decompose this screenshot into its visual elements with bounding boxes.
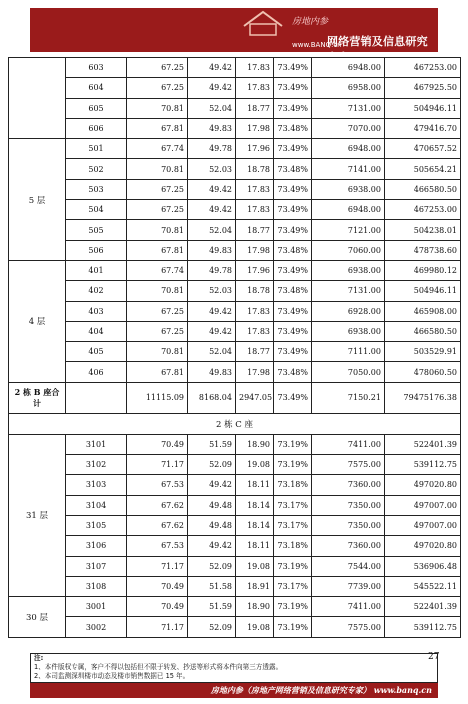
table-cell: 71.17 — [127, 455, 188, 475]
table-cell: 73.48% — [274, 159, 312, 179]
table-cell: 51.58 — [188, 576, 236, 596]
table-cell: 73.18% — [274, 536, 312, 556]
table-cell: 73.19% — [274, 455, 312, 475]
table-cell: 7360.00 — [312, 536, 385, 556]
table-row — [9, 58, 461, 78]
house-logo-icon — [240, 10, 286, 36]
table-cell: 49.78 — [188, 139, 236, 159]
table-cell: 18.11 — [236, 536, 274, 556]
table-cell: 73.49% — [274, 200, 312, 220]
table-cell: 539112.75 — [385, 455, 461, 475]
table-cell: 52.09 — [188, 617, 236, 637]
table-cell: 6938.00 — [312, 179, 385, 199]
table-cell: 49.42 — [188, 475, 236, 495]
table-cell: 73.49% — [274, 220, 312, 240]
table-cell: 7739.00 — [312, 576, 385, 596]
table-cell: 67.25 — [127, 179, 188, 199]
subtotal-cell: 73.49% — [274, 382, 312, 413]
room-number: 3106 — [66, 536, 127, 556]
table-cell: 67.81 — [127, 362, 188, 382]
table-cell: 70.49 — [127, 434, 188, 454]
table-cell: 49.83 — [188, 118, 236, 138]
footer-text: 房地内参（房地产网络营销及信息研究专家） www.banq.cn — [210, 685, 432, 695]
room-number: 504 — [66, 200, 127, 220]
table-cell: 18.77 — [236, 220, 274, 240]
section-row — [9, 413, 461, 434]
table-cell: 73.49% — [274, 58, 312, 78]
table-cell: 49.78 — [188, 260, 236, 280]
table-cell: 18.90 — [236, 597, 274, 617]
header-title: 网络营销及信息研究专家 — [327, 35, 428, 64]
table-cell: 6938.00 — [312, 321, 385, 341]
table-cell: 467253.00 — [385, 58, 461, 78]
room-number: 502 — [66, 159, 127, 179]
table-cell: 19.08 — [236, 617, 274, 637]
table-cell: 7111.00 — [312, 342, 385, 362]
floor-label: 4 层 — [9, 260, 66, 382]
table-cell: 7544.00 — [312, 556, 385, 576]
table-cell: 67.53 — [127, 475, 188, 495]
floor-label: 30 层 — [9, 597, 66, 638]
table-cell: 52.04 — [188, 342, 236, 362]
table-row — [9, 495, 461, 515]
floor-label — [9, 58, 66, 139]
room-number: 402 — [66, 281, 127, 301]
table-cell: 49.83 — [188, 240, 236, 260]
table-row — [9, 576, 461, 596]
table-cell: 539112.75 — [385, 617, 461, 637]
table-cell: 67.81 — [127, 240, 188, 260]
table-cell: 522401.39 — [385, 597, 461, 617]
table-cell: 17.83 — [236, 301, 274, 321]
table-cell: 7060.00 — [312, 240, 385, 260]
unit-price-table — [8, 57, 461, 638]
table-cell: 467925.50 — [385, 78, 461, 98]
table-row — [9, 455, 461, 475]
table-cell: 17.96 — [236, 139, 274, 159]
table-cell: 67.25 — [127, 78, 188, 98]
table-cell: 497020.80 — [385, 536, 461, 556]
table-row — [9, 434, 461, 454]
table-cell: 52.04 — [188, 220, 236, 240]
table-cell: 7070.00 — [312, 118, 385, 138]
table-cell: 545522.11 — [385, 576, 461, 596]
table-row — [9, 220, 461, 240]
table-cell: 504946.11 — [385, 281, 461, 301]
room-number: 3101 — [66, 434, 127, 454]
table-cell: 73.48% — [274, 281, 312, 301]
table-cell: 19.08 — [236, 455, 274, 475]
table-row — [9, 240, 461, 260]
table-cell: 504238.01 — [385, 220, 461, 240]
table-cell: 18.77 — [236, 98, 274, 118]
table-row — [9, 556, 461, 576]
table-cell: 49.42 — [188, 78, 236, 98]
table-cell: 7050.00 — [312, 362, 385, 382]
page-number: 27 — [428, 652, 440, 662]
table-cell: 52.04 — [188, 98, 236, 118]
table-cell: 7411.00 — [312, 434, 385, 454]
table-row — [9, 362, 461, 382]
table-cell: 18.14 — [236, 495, 274, 515]
room-number: 401 — [66, 260, 127, 280]
table-cell: 7411.00 — [312, 597, 385, 617]
table-cell: 52.09 — [188, 455, 236, 475]
room-number: 603 — [66, 58, 127, 78]
table-cell: 67.25 — [127, 58, 188, 78]
room-number: 3105 — [66, 515, 127, 535]
table-cell: 7350.00 — [312, 515, 385, 535]
table-cell: 17.83 — [236, 321, 274, 341]
report-footer — [30, 683, 438, 698]
table-row — [9, 342, 461, 362]
header-site-url: www.BANQ.cn — [292, 41, 342, 49]
table-cell: 51.59 — [188, 597, 236, 617]
table-cell: 470657.52 — [385, 139, 461, 159]
table-cell: 18.78 — [236, 159, 274, 179]
table-cell: 51.59 — [188, 434, 236, 454]
table-cell: 73.49% — [274, 321, 312, 341]
table-cell: 67.74 — [127, 139, 188, 159]
table-cell: 465908.00 — [385, 301, 461, 321]
table-cell: 6948.00 — [312, 58, 385, 78]
table-cell: 18.77 — [236, 342, 274, 362]
table-cell: 67.53 — [127, 536, 188, 556]
table-cell: 18.78 — [236, 281, 274, 301]
table-cell: 73.48% — [274, 362, 312, 382]
table-cell: 503529.91 — [385, 342, 461, 362]
table-cell: 73.49% — [274, 260, 312, 280]
room-number: 3001 — [66, 597, 127, 617]
table-cell: 67.25 — [127, 301, 188, 321]
table-cell: 49.83 — [188, 362, 236, 382]
table-row — [9, 475, 461, 495]
table-cell: 70.81 — [127, 342, 188, 362]
table-cell: 71.17 — [127, 617, 188, 637]
subtotal-cell: 7150.21 — [312, 382, 385, 413]
room-number: 3104 — [66, 495, 127, 515]
table-row — [9, 260, 461, 280]
section-title: 2 栋 C 座 — [9, 413, 461, 434]
table-row — [9, 321, 461, 341]
table-cell: 6948.00 — [312, 139, 385, 159]
table-cell: 73.48% — [274, 240, 312, 260]
table-cell: 17.98 — [236, 118, 274, 138]
room-number: 403 — [66, 301, 127, 321]
table-row — [9, 139, 461, 159]
table-cell: 49.42 — [188, 58, 236, 78]
subtotal-cell: 11115.09 — [127, 382, 188, 413]
table-cell: 73.18% — [274, 475, 312, 495]
table-cell: 6938.00 — [312, 260, 385, 280]
table-cell: 497007.00 — [385, 515, 461, 535]
subtotal-cell — [66, 382, 127, 413]
table-cell: 18.90 — [236, 434, 274, 454]
table-row — [9, 597, 461, 617]
table-row — [9, 301, 461, 321]
room-number: 404 — [66, 321, 127, 341]
table-cell: 73.19% — [274, 556, 312, 576]
table-cell: 49.42 — [188, 179, 236, 199]
subtotal-cell: 8168.04 — [188, 382, 236, 413]
table-cell: 536906.48 — [385, 556, 461, 576]
table-cell: 467253.00 — [385, 200, 461, 220]
table-cell: 73.49% — [274, 139, 312, 159]
room-number: 505 — [66, 220, 127, 240]
table-cell: 49.42 — [188, 301, 236, 321]
table-cell: 505654.21 — [385, 159, 461, 179]
table-cell: 67.25 — [127, 321, 188, 341]
table-row — [9, 515, 461, 535]
room-number: 3103 — [66, 475, 127, 495]
footnote-head: 注: — [34, 654, 44, 662]
table-cell: 73.17% — [274, 495, 312, 515]
table-cell: 17.96 — [236, 260, 274, 280]
table-cell: 67.25 — [127, 200, 188, 220]
table-cell: 18.14 — [236, 515, 274, 535]
table-body — [9, 58, 461, 638]
table-cell: 73.49% — [274, 179, 312, 199]
table-cell: 18.91 — [236, 576, 274, 596]
room-number: 3002 — [66, 617, 127, 637]
table-cell: 73.48% — [274, 118, 312, 138]
room-number: 501 — [66, 139, 127, 159]
room-number: 503 — [66, 179, 127, 199]
table-cell: 49.48 — [188, 515, 236, 535]
room-number: 3107 — [66, 556, 127, 576]
table-cell: 7575.00 — [312, 617, 385, 637]
table-row — [9, 617, 461, 637]
table-cell: 17.83 — [236, 179, 274, 199]
table-row — [9, 536, 461, 556]
table-cell: 67.74 — [127, 260, 188, 280]
table-cell: 70.81 — [127, 98, 188, 118]
room-number: 605 — [66, 98, 127, 118]
table-row — [9, 281, 461, 301]
table-cell: 6958.00 — [312, 78, 385, 98]
table-cell: 70.81 — [127, 220, 188, 240]
table-row — [9, 200, 461, 220]
table-cell: 522401.39 — [385, 434, 461, 454]
table-cell: 73.19% — [274, 434, 312, 454]
table-cell: 7575.00 — [312, 455, 385, 475]
room-number: 506 — [66, 240, 127, 260]
table-cell: 52.03 — [188, 281, 236, 301]
logo-name: 房地内参 — [292, 17, 329, 27]
table-cell: 466580.50 — [385, 321, 461, 341]
table-cell: 7121.00 — [312, 220, 385, 240]
table-row — [9, 98, 461, 118]
room-number: 406 — [66, 362, 127, 382]
table-cell: 7350.00 — [312, 495, 385, 515]
table-cell: 7131.00 — [312, 98, 385, 118]
table-cell: 6928.00 — [312, 301, 385, 321]
table-cell: 469980.12 — [385, 260, 461, 280]
table-cell: 70.49 — [127, 597, 188, 617]
table-cell: 67.81 — [127, 118, 188, 138]
room-number: 3108 — [66, 576, 127, 596]
table-cell: 497007.00 — [385, 495, 461, 515]
subtotal-label: 2 栋 B 座合计 — [9, 382, 66, 413]
table-cell: 52.09 — [188, 556, 236, 576]
footnote — [30, 653, 438, 683]
table-row — [9, 118, 461, 138]
table-cell: 73.49% — [274, 301, 312, 321]
table-cell: 73.49% — [274, 98, 312, 118]
table-cell: 17.98 — [236, 240, 274, 260]
room-number: 604 — [66, 78, 127, 98]
room-number: 3102 — [66, 455, 127, 475]
table-cell: 70.81 — [127, 281, 188, 301]
footnote-line-2: 2、本司监测深圳楼市动态及楼市销售数据已 15 年。 — [34, 672, 190, 680]
table-cell: 19.08 — [236, 556, 274, 576]
table-row — [9, 179, 461, 199]
table-cell: 497020.80 — [385, 475, 461, 495]
footnote-line-1: 1、本件版权专属，客户不得以包括但不限于转发、抄送等形式将本件向第三方透露。 — [34, 663, 283, 671]
table-cell: 73.49% — [274, 78, 312, 98]
table-cell: 73.19% — [274, 597, 312, 617]
table-cell: 478738.60 — [385, 240, 461, 260]
table-cell: 70.49 — [127, 576, 188, 596]
table-cell: 7360.00 — [312, 475, 385, 495]
table-cell: 17.98 — [236, 362, 274, 382]
table-cell: 17.83 — [236, 58, 274, 78]
table-cell: 49.42 — [188, 200, 236, 220]
subtotal-cell: 79475176.38 — [385, 382, 461, 413]
table-cell: 73.17% — [274, 515, 312, 535]
table-row — [9, 78, 461, 98]
floor-label: 31 层 — [9, 434, 66, 596]
table-cell: 73.19% — [274, 617, 312, 637]
table-cell: 49.42 — [188, 536, 236, 556]
table-cell: 478060.50 — [385, 362, 461, 382]
table-cell: 67.62 — [127, 515, 188, 535]
table-cell: 73.17% — [274, 576, 312, 596]
table-cell: 504946.11 — [385, 98, 461, 118]
table-cell: 71.17 — [127, 556, 188, 576]
room-number: 405 — [66, 342, 127, 362]
subtotal-row — [9, 382, 461, 413]
table-row — [9, 159, 461, 179]
table-cell: 49.42 — [188, 321, 236, 341]
table-cell: 70.81 — [127, 159, 188, 179]
table-cell: 67.62 — [127, 495, 188, 515]
subtotal-cell: 2947.05 — [236, 382, 274, 413]
table-cell: 73.49% — [274, 342, 312, 362]
table-cell: 7141.00 — [312, 159, 385, 179]
table-cell: 17.83 — [236, 200, 274, 220]
table-cell: 52.03 — [188, 159, 236, 179]
floor-label: 5 层 — [9, 139, 66, 261]
room-number: 606 — [66, 118, 127, 138]
table-cell: 7131.00 — [312, 281, 385, 301]
table-cell: 479416.70 — [385, 118, 461, 138]
table-cell: 466580.50 — [385, 179, 461, 199]
report-header — [30, 8, 438, 64]
table-cell: 18.11 — [236, 475, 274, 495]
table-cell: 6948.00 — [312, 200, 385, 220]
table-cell: 49.48 — [188, 495, 236, 515]
table-cell: 17.83 — [236, 78, 274, 98]
